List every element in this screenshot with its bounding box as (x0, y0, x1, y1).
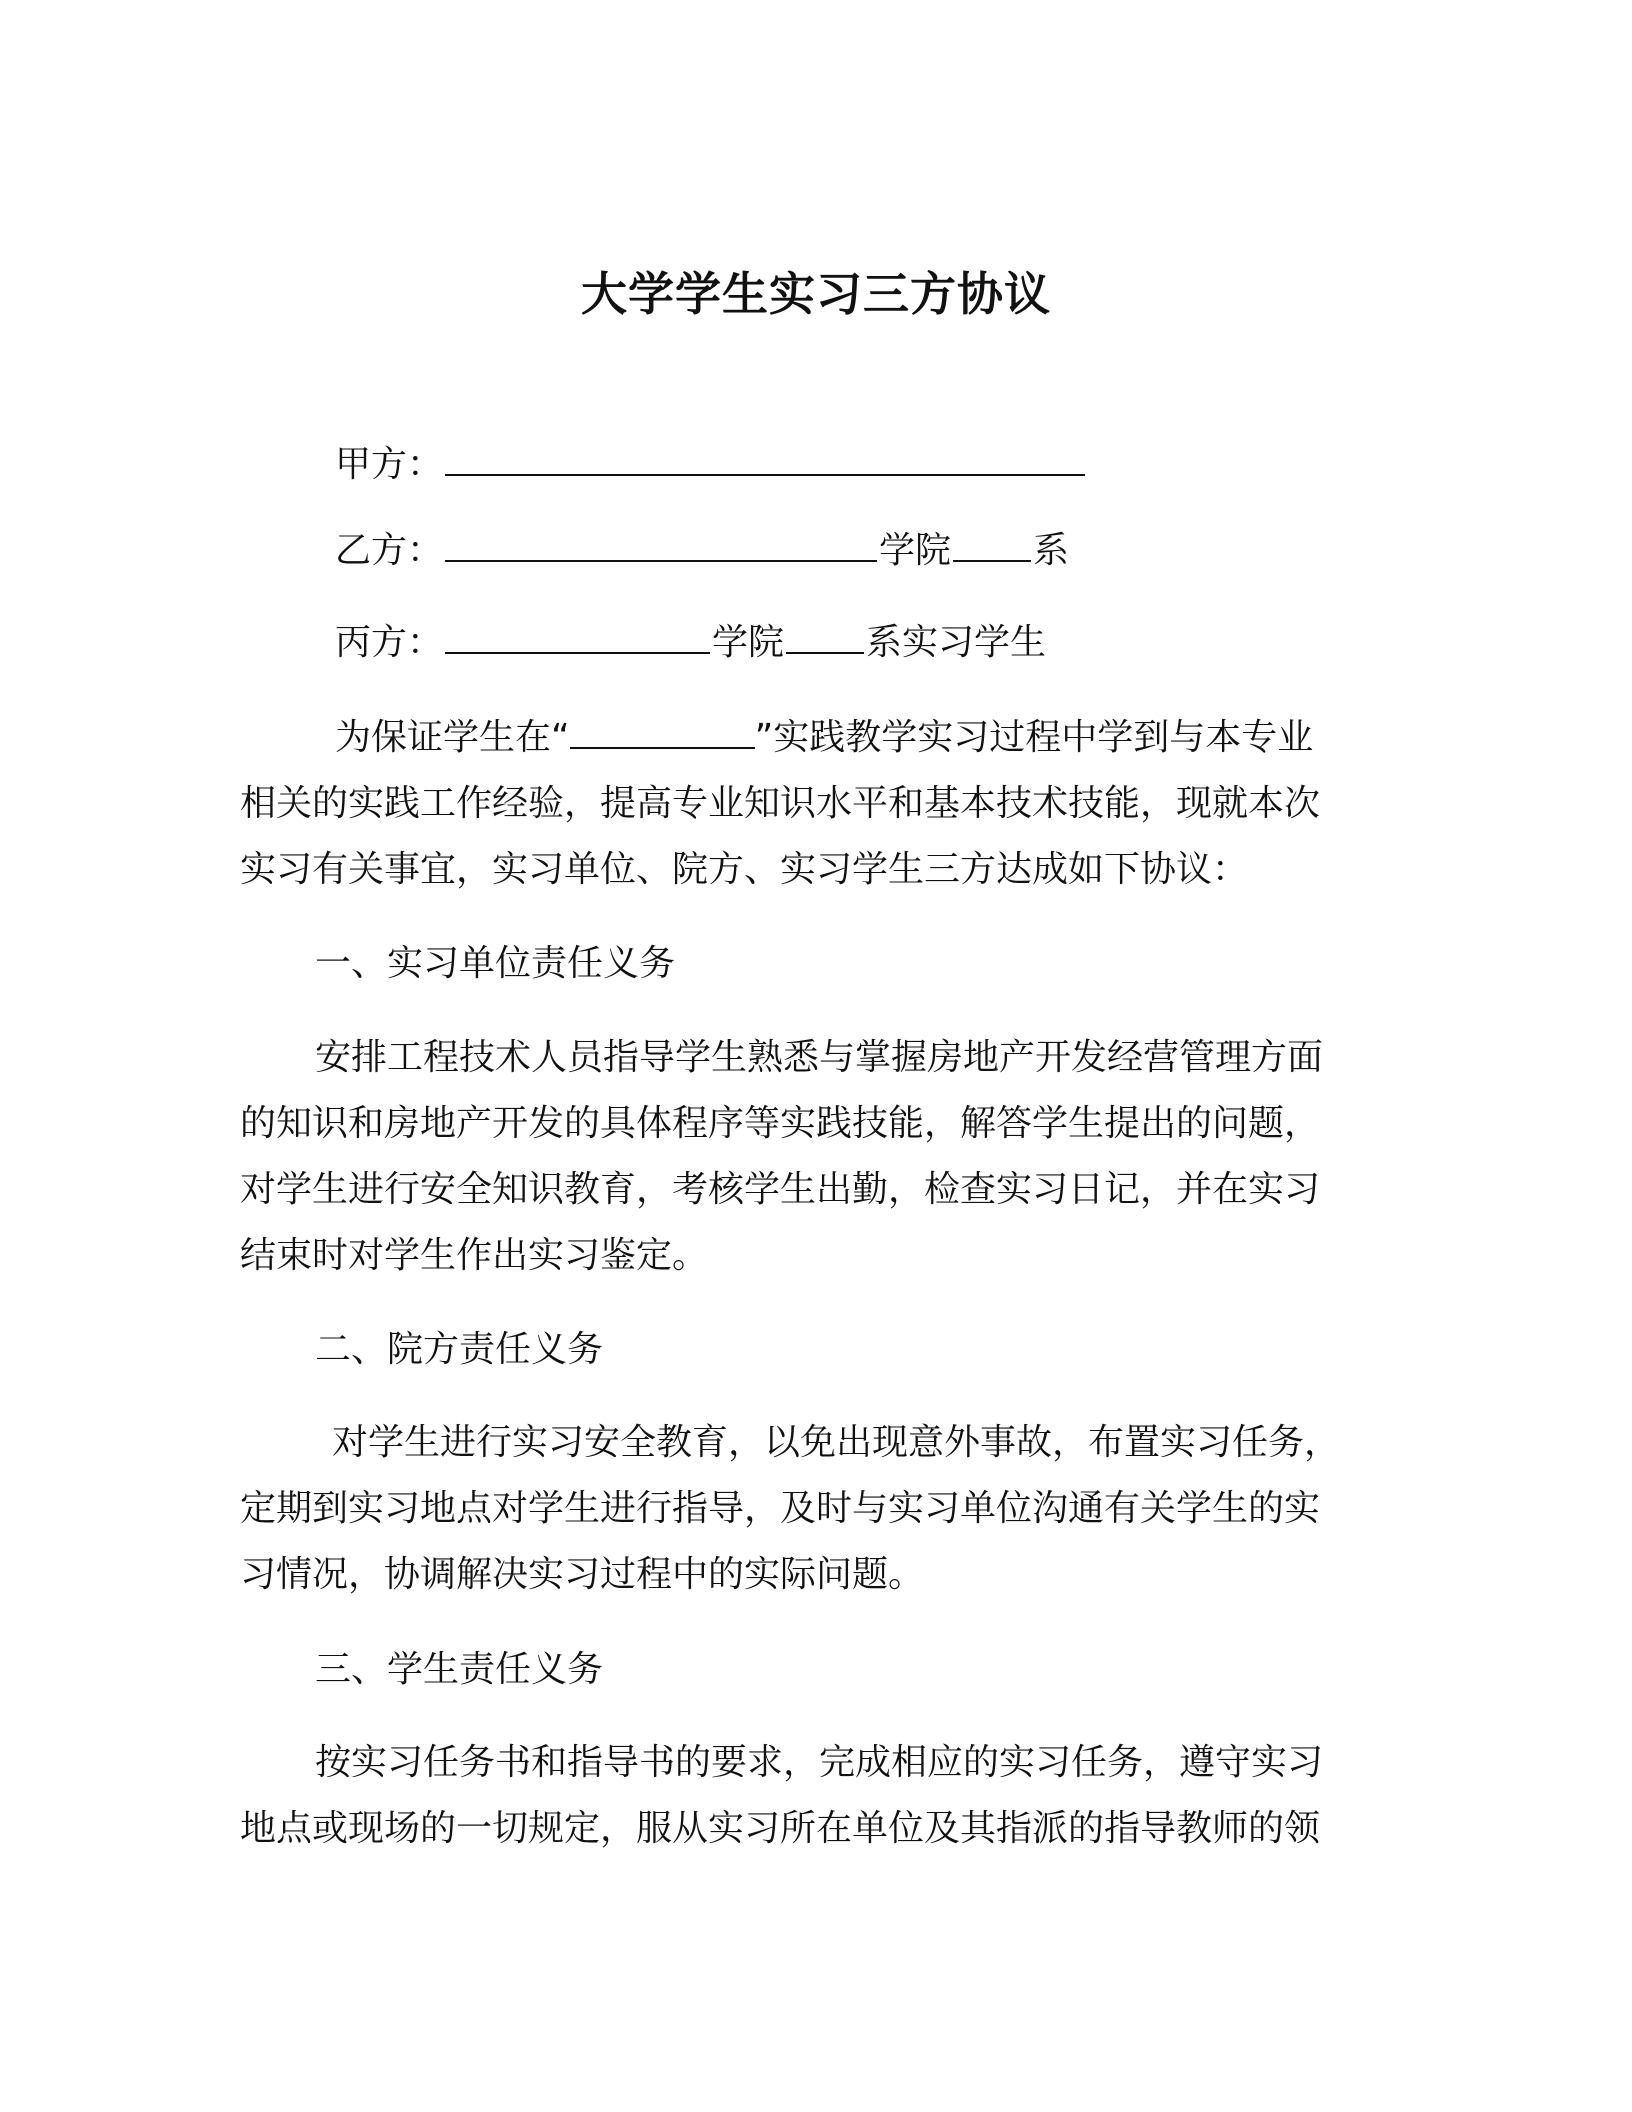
party-c-dept-label: 系实习学生 (866, 622, 1047, 663)
party-a-label: 甲方： (335, 444, 444, 485)
party-c-college-label: 学院 (712, 622, 785, 663)
section-1-row-4: 结束时对学生作出实习鉴定。 (240, 1235, 709, 1276)
section-1-row-2: 的知识和房地产开发的具体程序等实践技能，解答学生提出的问题， (240, 1103, 1321, 1144)
section-2-heading: 二、院方责任义务 (315, 1329, 604, 1370)
intro-row-2: 相关的实践工作经验，提高专业知识水平和基本技术技能，现就本次 (240, 783, 1321, 824)
intro-practice-blank (570, 713, 755, 749)
intro-row-1-end: ”实践教学实习过程中学到与本专业 (754, 717, 1314, 758)
party-c-dept-blank (786, 618, 864, 654)
party-c-line (335, 618, 1046, 667)
section-3-heading: 三、学生责任义务 (315, 1649, 604, 1690)
party-a-blank (445, 440, 1085, 476)
document-title: 大学学生实习三方协议 (581, 267, 1051, 321)
section-3-row-1: 按实习任务书和指导书的要求，完成相应的实习任务，遵守实习 (315, 1742, 1324, 1783)
party-b-college-label: 学院 (879, 530, 952, 571)
section-3-row-2: 地点或现场的一切规定，服从实习所在单位及其指派的指导教师的领 (240, 1808, 1321, 1849)
intro-paragraph (240, 705, 1380, 903)
party-a-line (335, 440, 1087, 489)
intro-row-1 (240, 705, 1380, 771)
party-b-dept-label: 系 (1033, 530, 1070, 571)
section-2-row-1: 对学生进行实习安全教育，以免出现意外事故，布置实习任务， (332, 1422, 1341, 1463)
section-2-row-2: 定期到实习地点对学生进行指导，及时与实习单位沟通有关学生的实 (240, 1488, 1321, 1529)
party-b-label: 乙方： (335, 530, 444, 571)
section-1-row-1: 安排工程技术人员指导学生熟悉与掌握房地产开发经营管理方面 (315, 1037, 1324, 1078)
party-c-label: 丙方： (335, 622, 444, 663)
section-1-paragraph (240, 1025, 1380, 1289)
party-b-line (335, 526, 1069, 575)
section-2-row-3: 习情况，协调解决实习过程中的实际问题。 (240, 1554, 925, 1595)
party-b-dept-blank (953, 526, 1031, 562)
section-1-row-3: 对学生进行安全知识教育，考核学生出勤，检查实习日记，并在实习 (240, 1169, 1321, 1210)
party-b-name-blank (445, 526, 877, 562)
section-1-heading: 一、实习单位责任义务 (315, 943, 676, 984)
intro-row-3: 实习有关事宜，实习单位、院方、实习学生三方达成如下协议： (240, 849, 1249, 890)
party-c-name-blank (445, 618, 710, 654)
section-3-paragraph (240, 1730, 1380, 1862)
section-2-paragraph (240, 1410, 1380, 1608)
intro-row-1-start: 为保证学生在“ (335, 717, 570, 758)
